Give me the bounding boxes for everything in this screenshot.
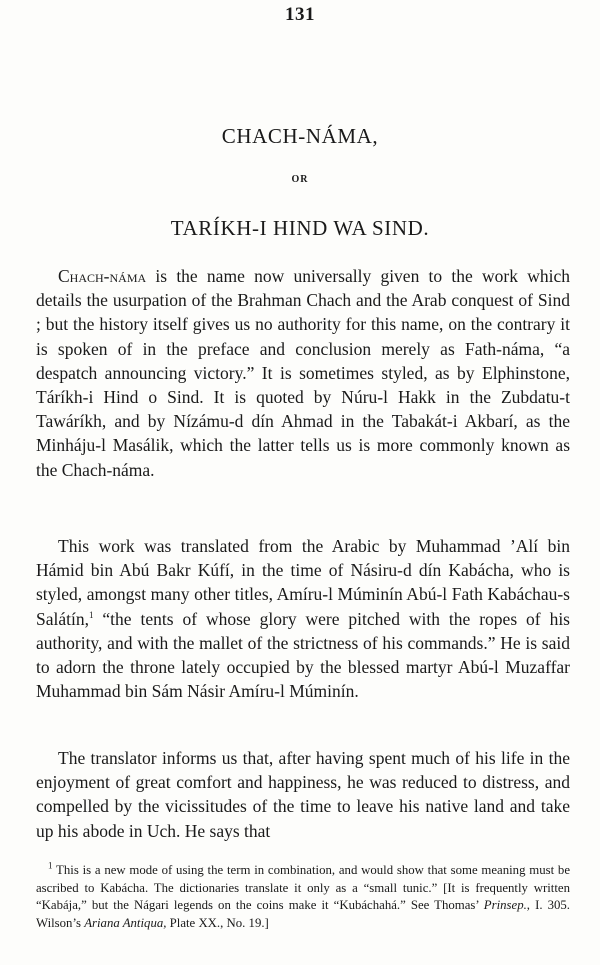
- paragraph-2-text-b: “the tents of whose glory were pitched with the ropes of his authority, and with the mallet of the strictness of his commands.” He is said to adorn the throne lately occupied by the blessed martyr Abú-l Muzaffar Muhammad bin Sám Násir Amíru-l Múminín.: [36, 608, 570, 702]
- footnote-prinsep: Prinsep.: [483, 898, 527, 913]
- footnote-text-b: , I. 305. Wilson’s: [36, 898, 570, 930]
- paragraph-1: [36, 264, 570, 482]
- paragraph-1-lead: Chach-náma: [58, 266, 147, 286]
- paragraph-2: [36, 534, 570, 703]
- footnote: [36, 862, 570, 932]
- footnote-text-a: This is a new mode of using the term in combination, and would show that some meaning must be ascribed to Kabácha. The dictionaries translate it only as a “small tunic.” [It is frequently written “Kabája,” but the Nágari legends on the coins make it “Kubáchahá.” See Thomas’: [36, 863, 570, 913]
- footnote-text-c: Plate XX., No. 19.]: [166, 915, 269, 930]
- footnote-ariana: Ariana Antiqua,: [84, 915, 167, 930]
- title-connector: OR: [291, 174, 309, 185]
- footnote-marker: 1: [48, 860, 53, 871]
- paragraph-1-text: is the name now universally given to the work which details the usurpation of the Brahman Chach and the Arab conquest of Sind ; but the history itself gives us no authority for this name, on the contrary it is spoken of in the preface and conclusion merely as Fath-náma, “a despatch announcing victory.” It is sometimes styled, as by Elphinstone, Táríkh-i Hind o Sind. It is quoted by Núru-l Hakk in the Zubdatu-t Tawáríkh, and by Nízámu-d dín Ahmad in the Tabakát-i Akbarí, as the Minháju-l Masálik, which the latter tells us is more commonly known as the Chach-náma.: [36, 266, 570, 480]
- paragraph-3-text: The translator informs us that, after having spent much of his life in the enjoyment of great comfort and happiness, he was reduced to distress, and compelled by the vicissitudes of the time to leave his native land and take up his abode in Uch. He says that: [36, 748, 570, 841]
- paragraph-2-text-a: This work was translated from the Arabic by Muhammad ’Alí bin Hámid bin Abú Bakr Kúfí, in the time of Násiru-d dín Kabácha, who is styled, amongst many other titles, Amíru-l Múminín Abú-l Fath Kabáchau-s Salátín,: [36, 536, 570, 629]
- page-number: 131: [285, 4, 315, 25]
- chapter-subtitle: TARÍKH-I HIND WA SIND.: [170, 216, 430, 240]
- chapter-title: CHACH-NÁMA,: [221, 124, 379, 148]
- paragraph-3: [36, 746, 570, 843]
- footnote-reference: 1: [88, 609, 94, 620]
